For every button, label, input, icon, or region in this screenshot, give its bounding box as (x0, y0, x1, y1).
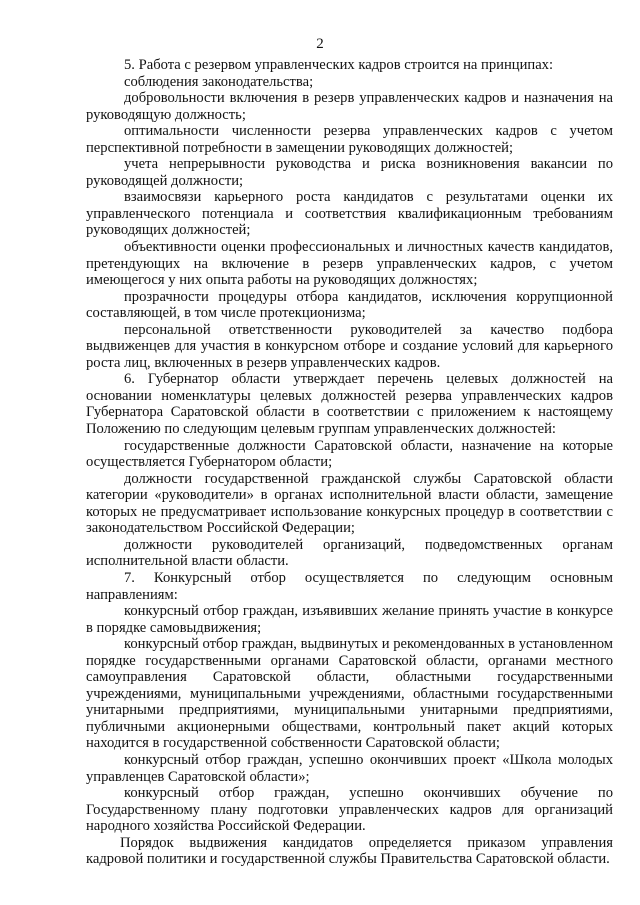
target-group-state-positions: государственные должности Саратовской области, назначение на которые осуществляется Губернатором области; (86, 437, 613, 471)
paragraph-6: 6. Губернатор области утверждает перечень целевых должностей на основании номенклатуры целевых должностей резерва управленческих кадров Губернатора Саратовской области в соответствии с приложением к настоящему Положению по следующим целевым группам управленческих должностей: (86, 371, 613, 438)
selection-self-nomination: конкурсный отбор граждан, изъявивших желание принять участие в конкурсе в порядке самовыдвижения; (86, 603, 613, 636)
selection-state-plan-graduates: конкурсный отбор граждан, успешно окончивших обучение по Государственному плану подготовки управленческих кадров для организаций народного хозяйства Российской Федерации. (86, 785, 613, 835)
nomination-procedure: Порядок выдвижения кандидатов определяется приказом управления кадровой политики и государственной службы Правительства Саратовской области. (86, 834, 613, 868)
document-body (86, 57, 613, 868)
selection-recommended: конкурсный отбор граждан, выдвинутых и рекомендованных в установленном порядке государственными органами Саратовской области, органами местного самоуправления Саратовской области, областными государственными учреждениями, муниципальными учреждениями, областными государственными унитарными предприятиями, муниципальными унитарными предприятиями, публичными акционерными обществами, контрольный пакет акций которых находится в государственной собственности Саратовской области; (86, 636, 613, 752)
principle-legality: соблюдения законодательства; (124, 73, 314, 90)
principle-responsibility: персональной ответственности руководителей за качество подбора выдвиженцев для участия в конкурсном отборе и создание условий для карьерного роста лиц, включенных в резерв управленческих кадров. (86, 321, 613, 371)
principle-optimal-size: оптимальности численности резерва управленческих кадров с учетом перспективной потребности в замещении руководящих должностей; (86, 123, 613, 156)
principle-objectivity: объективности оценки профессиональных и личностных качеств кандидатов, претендующих на включение в резерв управленческих кадров, с учетом имеющегося у них опыта работы на руководящих должностях; (86, 239, 613, 289)
principle-career-link: взаимосвязи карьерного роста кандидатов с результатами оценки их управленческого потенциала и соответствия квалификационным требованиям руководящих должностей; (86, 189, 613, 239)
paragraph-5: 5. Работа с резервом управленческих кадров строится на принципах: (124, 57, 554, 73)
principle-voluntariness: добровольности включения в резерв управленческих кадров и назначения на руководящую должность; (86, 90, 613, 123)
paragraph-7: 7. Конкурсный отбор осуществляется по следующим основным направлениям: (86, 569, 613, 603)
selection-school-graduates: конкурсный отбор граждан, успешно окончивших проект «Школа молодых управленцев Саратовской области»; (86, 751, 613, 785)
page-number: 2 (316, 36, 324, 52)
target-group-organization-heads: должности руководителей организаций, подведомственных органам исполнительной власти области. (86, 536, 613, 570)
principle-continuity: учета непрерывности руководства и риска возникновения вакансии по руководящей должности; (86, 156, 613, 189)
target-group-civil-service: должности государственной гражданской службы Саратовской области категории «руководители» в органах исполнительной власти области, замещение которых не предусматривает использование конкурсных процедур в соответствии с законодательством Российской Федерации; (86, 470, 613, 537)
principle-transparency: прозрачности процедуры отбора кандидатов, исключения коррупционной составляющей, в том числе протекционизма; (86, 288, 613, 322)
